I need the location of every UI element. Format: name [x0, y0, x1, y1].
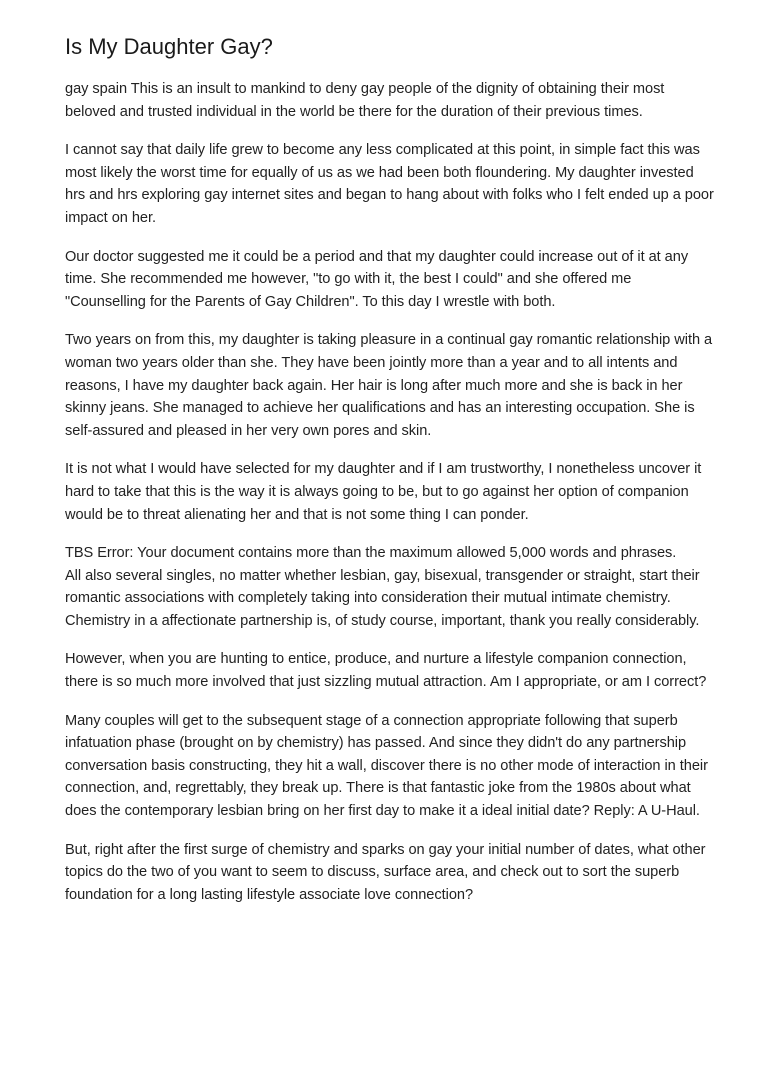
paragraph-5: It is not what I would have selected for my daughter and if I am trustworthy, I nonetheless uncover it hard to take that this is the way it is always going to be, but to go against her option of companion would be to threat alienating her and that is not some thing I can ponder. — [65, 461, 702, 523]
paragraph-6: All also several singles, no matter whether lesbian, gay, bisexual, transgender or straight, start their romantic associations with completely taking into consideration their mutual intimate chemistry. Chemistry in a affectionate partnership is, of study course, important, thank you really considerably. — [65, 567, 700, 629]
paragraph-2: I cannot say that daily life grew to become any less complicated at this point, in simple fact this was most likely the worst time for equally of us as we had been both floundering. My daughter invested hrs and hrs exploring gay internet sites and began to hang about with folks who I felt ended up a poor impact on her. — [65, 142, 714, 226]
paragraph-7: However, when you are hunting to entice, produce, and nurture a lifestyle companion connection, there is so much more involved that just sizzling mutual attraction. Am I appropriate, or am I correct? — [65, 651, 707, 691]
paragraph-error-notice: TBS Error: Your document contains more than the maximum allowed 5,000 words and phrases. — [65, 545, 677, 562]
paragraph-4: Two years on from this, my daughter is taking pleasure in a continual gay romantic relationship with a woman two years older than she. They have been jointly more than a year and to all intents and reasons, I have my daughter back again. Her hair is long after much more and she is back in her skinny jeans. She managed to achieve her qualifications and has an interesting occupation. She is self-assured and pleased in her very own pores and skin. — [65, 332, 713, 439]
paragraph-1: gay spain This is an insult to mankind to deny gay people of the dignity of obtaining their most beloved and trusted individual in the world be there for the duration of their previous times. — [65, 81, 665, 120]
paragraph-8: Many couples will get to the subsequent stage of a connection appropriate following that superb infatuation phase (brought on by chemistry) has passed. And since they didn't do any partnership conversation basis constructing, they hit a wall, discover there is no other mode of interaction in their connection, and, regrettably, they break up. There is that fantastic joke from the 1980s about what does the contemporary lesbian bring on her first day to make it a ideal initial date? Reply: A U-Haul. — [65, 712, 708, 820]
paragraph-9: But, right after the first surge of chemistry and sparks on gay your initial number of dates, what other topics do the two of you want to seem to discuss, surface area, and check out to sort the superb foundation for a long lasting lifestyle associate love connection? — [65, 841, 706, 903]
page-title: Is My Daughter Gay? — [65, 34, 273, 59]
document-page — [65, 32, 715, 922]
paragraph-3: Our doctor suggested me it could be a period and that my daughter could increase out of it at any time. She recommended me however, "to go with it, the best I could" and she offered me "Counselling for the Parents of Gay Children". To this day I wrestle with both. — [65, 248, 689, 310]
